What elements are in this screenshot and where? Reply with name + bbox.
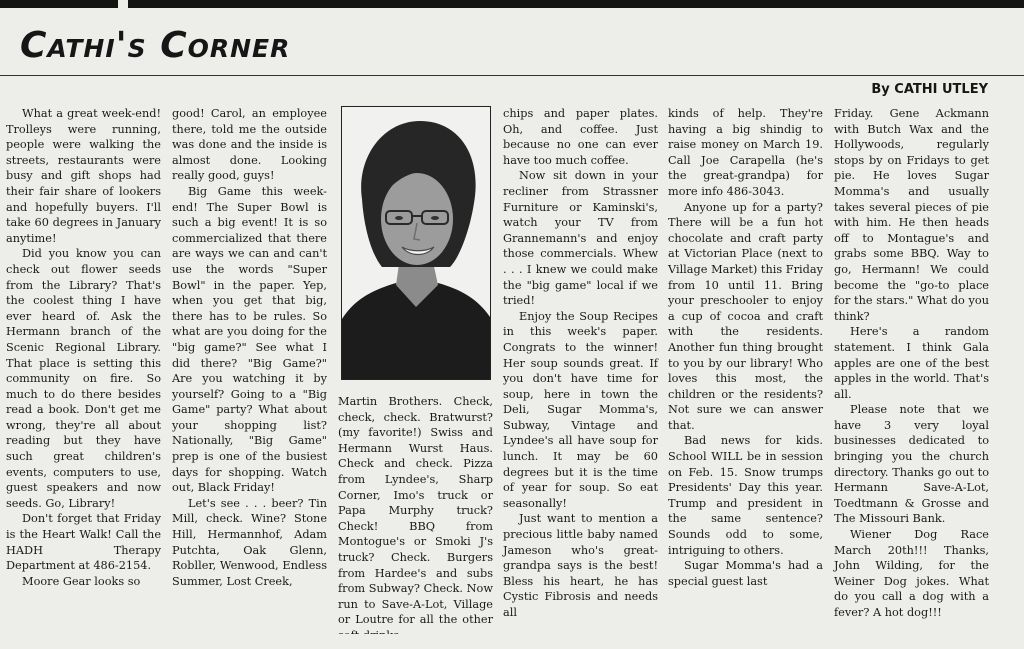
paragraph: kinds of help. They're having a big shindig to raise money on March 19. Call Joe Carapella (he's the great-grandpa) for more info 486-3043.: [668, 107, 823, 198]
article-column-4: [503, 106, 658, 621]
paragraph: Here's a random statement. I think Gala apples are one of the best apples in the world. That's all.: [834, 325, 989, 401]
paragraph: Martin Brothers. Check, check, check. Bratwurst? (my favorite!) Swiss and Hermann Wurst Haus. Check and check. Pizza from Lyndee's, Sharp Corner, Imo's truck or Papa Murphy truck? Check! BBQ from Montogue's or Smoki J's truck? Check. Burgers from Hardee's and subs from Subway? Check. Now run to Save-A-Lot, Village or Loutre for all the other: [338, 395, 493, 627]
article-column-2: [172, 106, 327, 589]
title-rule: [0, 75, 1024, 76]
paragraph: Enjoy the Soup Recipes in this week's paper. Congrats to the winner! Her soup sounds great. If you don't have time for soup, here in town the Deli, Sugar Momma's, Subway, Vintage and Lyndee's all have soup for lunch. It may be 60 degrees but it is the time of year for soup. So eat seasonally!: [503, 309, 658, 510]
top-rule: [0, 0, 1024, 8]
paragraph: Please note that we have 3 very loyal businesses dedicated to bringing you the church directory. Thanks go out to Hermann Save-A-Lot, Toedtmann & Grosse and The Missouri Bank.: [834, 403, 989, 526]
paragraph: Don't forget that Friday is the Heart Walk! Call the HADH Therapy Department at 486-2154.: [6, 512, 161, 573]
article-column-6: [834, 106, 989, 621]
article-column-5: [668, 106, 823, 589]
paragraph: Moore Gear looks so: [22, 574, 141, 588]
paragraph: chips and paper plates. Oh, and coffee. Just because no one can ever have too much coffee.: [503, 107, 658, 167]
paragraph: Friday. Gene Ackmann with Butch Wax and the Hollywoods, regularly stops by on Fridays to get pie. He loves Sugar Momma's and usually takes several pieces of pie with him. He then heads off to Montague's and grabs some BBQ. Way to go, Hermann! We could become the "go-to place for the stars." What do you think?: [834, 107, 989, 323]
next-article-strip: [0, 634, 1024, 649]
paragraph: Did you know you can check out flower seeds from the Library? That's the coolest thing I have ever heard of. Ask the Hermann branch of the Scenic Regional Library. That place is setting this community on fire. So much to do there besides read a book. Don't get me wrong, they're all about reading but they have such great children's events, computers to use, guest speakers and now seeds. Go, Library!: [6, 247, 161, 510]
paragraph: Wiener Dog Race March 20th!!! Thanks, John Wilding, for the Weiner Dog jokes. What do you call a dog with a fever? A hot dog!!!: [834, 528, 989, 619]
paragraph: Now sit down in your recliner from Strassner Furniture or Kaminski's, watch your TV from Grannemann's and enjoy those commercials. Whew . . . I knew we could make the "big game" local if we tried!: [503, 169, 658, 308]
paragraph: good! Carol, an employee there, told me the outside was done and the inside is almost done. Looking really good, guys!: [172, 107, 327, 183]
paragraph: Anyone up for a party? There will be a fun hot chocolate and craft party at Victorian Place (next to Village Market) this Friday from 10 until 11. Bring your preschooler to enjoy a cup of cocoa and craft with the residents. Another fun thing brought to you by our library! Who loves this most, the children or the residents? Not sure we can answer that.: [668, 200, 823, 432]
paragraph: Bad news for kids. School WILL be in session on Feb. 15. Snow trumps Presidents' Day this year. Trump and president in the same sentence? Sounds odd to some, intriguing to others.: [668, 434, 823, 557]
paragraph: Big Game this week-end! The Super Bowl is such a big event! It is so commercialized that there are ways we can and can't use the words "Super Bowl" in the paper. Yep, when you get that big, there has to be rules. So what are you doing for the "big game?" See what I did there? "Big Game?" Are you watching it by yourself? Going to a "Big Game" party? What about your shopping list? Nationally, "Big Game" prep is one of the busiest days for shopping. Watch out, Black Friday!: [172, 184, 327, 495]
paragraph: Just want to mention a precious little baby named Jameson who's great-grandpa says is the best! Bless his heart, he has Cystic Fibrosis and needs all: [503, 512, 658, 619]
paragraph: Let's see . . . beer? Tin Mill, check. Wine? Stone Hill, Hermannhof, Adam Putchta, Oak Glenn, Robller, Wenwood, Endless Summer, Lost Creek,: [172, 496, 327, 588]
top-rule-gap: [118, 0, 128, 8]
paragraph: Sugar Momma's had a special guest last: [668, 559, 823, 588]
article-column-1: [6, 106, 161, 589]
paragraph: What a great week-end! Trolleys were running, people were walking the streets, restaurants were busy and gift shops had their fair share of lookers and hopefully buyers. I'll take 60 degrees in January anytime!: [6, 107, 161, 245]
article-column-3: [338, 394, 493, 644]
column-title: Cathi's Corner: [20, 25, 291, 66]
woman-portrait-icon: [341, 106, 491, 380]
byline: By CATHI UTLEY: [871, 82, 988, 97]
